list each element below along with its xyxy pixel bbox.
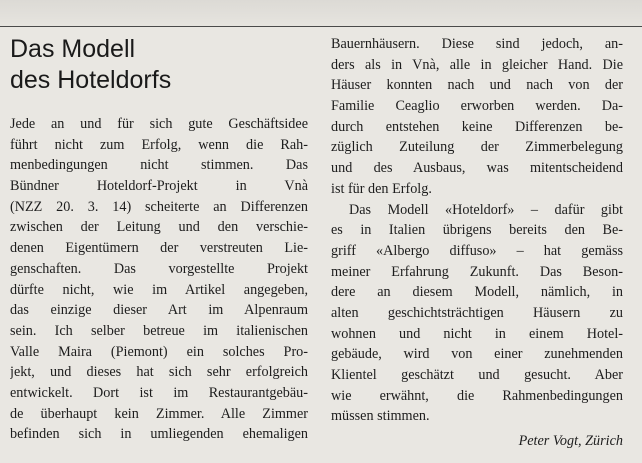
- body-line: Häuser konnten nach und nach von der: [331, 77, 623, 94]
- body-line: dürfte nicht, wie im Artikel angegeben,: [10, 281, 308, 298]
- body-line: jekt, und dieses hat sich sehr erfolgreich: [10, 364, 308, 381]
- body-line: zwischen der Leitung und den verschie-: [10, 219, 308, 236]
- body-line: Familie Ceaglio erworben werden. Da-: [331, 98, 623, 115]
- body-line: meiner Erfahrung Zukunft. Das Beson-: [331, 263, 623, 280]
- body-line: griff «Albergo diffuso» – hat gemäss: [331, 242, 623, 259]
- body-line: gebäude, wird von einer zunehmenden: [331, 346, 623, 363]
- body-line: ders als in Vnà, alle in gleicher Hand. Die: [331, 56, 623, 73]
- top-divider: [0, 26, 642, 27]
- body-line: ist für den Erfolg.: [331, 180, 432, 197]
- left-body: [10, 114, 308, 445]
- body-line: durch entstehen keine Differenzen be-: [331, 118, 623, 135]
- body-line: wie erwähnt, die Rahmenbedingungen: [331, 387, 623, 404]
- right-column: [331, 34, 623, 452]
- body-line: Bündner Hoteldorf-Projekt in Vnà: [10, 178, 308, 195]
- body-line: führt nicht zum Erfolg, wenn die Rah-: [10, 136, 308, 153]
- clipped-header-strip: [0, 0, 642, 26]
- body-line: entwickelt. Dort ist im Restaurantgebäu-: [10, 384, 308, 401]
- body-line: Klientel geschätzt und gesucht. Aber: [331, 367, 623, 383]
- headline: Das Modell des Hoteldorfs: [10, 35, 172, 94]
- body-line: züglich Zuteilung der Zimmerbelegung: [331, 139, 623, 156]
- body-line: genschaften. Das vorgestellte Projekt: [10, 260, 308, 277]
- body-line: Valle Maira (Piemont) ein solches Pro-: [10, 343, 308, 360]
- body-line: denen Eigentümern der verstreuten Lie-: [10, 240, 308, 257]
- author-signature: Peter Vogt, Zürich: [518, 433, 623, 450]
- body-line: und des Ausbaus, was mitentscheidend: [331, 160, 623, 177]
- body-line: Bauernhäusern. Diese sind jedoch, an-: [331, 36, 623, 52]
- body-line: de überhaupt kein Zimmer. Alle Zimmer: [10, 405, 308, 422]
- body-line: befinden sich in umliegenden ehemaligen: [10, 426, 308, 443]
- body-line: (NZZ 20. 3. 14) scheiterte an Differenzen: [10, 198, 308, 215]
- right-body: [331, 34, 623, 427]
- body-line: menbedingungen nicht stimmen. Das: [10, 157, 308, 174]
- body-line: Das Modell «Hoteldorf» – dafür gibt: [349, 201, 623, 218]
- left-column: [10, 34, 308, 445]
- body-line: müssen stimmen.: [331, 408, 430, 425]
- body-line: sein. Ich selber betreue im italienischen: [10, 322, 308, 339]
- body-line: es in Italien übrigens bereits den Be-: [331, 222, 623, 239]
- body-line: Jede an und für sich gute Geschäftsidee: [10, 116, 308, 132]
- body-line: dere an diesem Modell, nämlich, in: [331, 284, 623, 301]
- body-line: alten geschichtsträchtigen Häusern zu: [331, 304, 623, 321]
- body-line: wohnen und nicht in einem Hotel-: [331, 325, 623, 342]
- body-line: das einzige dieser Art im Alpenraum: [10, 302, 308, 319]
